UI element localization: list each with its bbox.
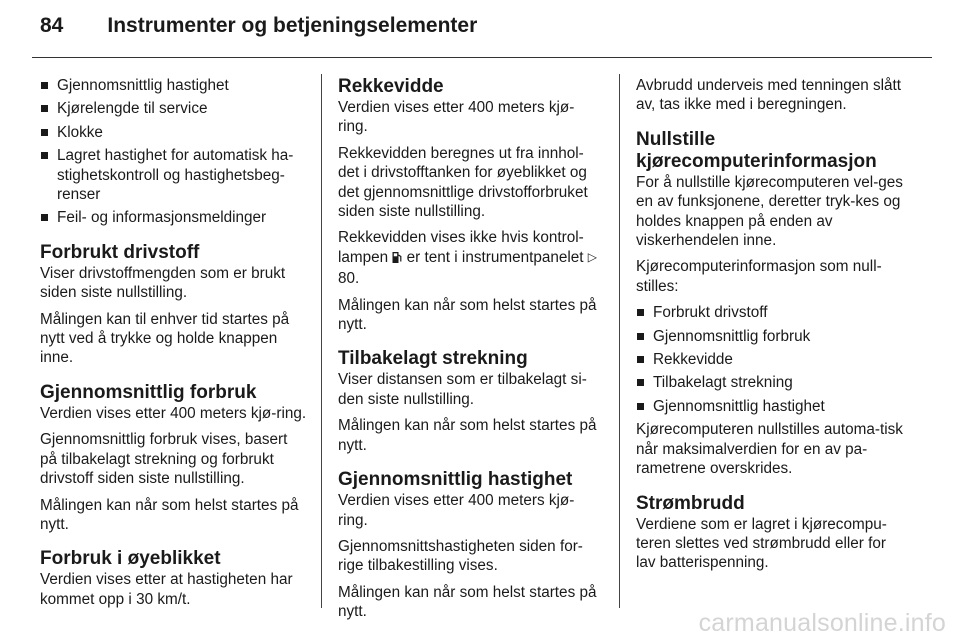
list-item: Forbrukt drivstoff bbox=[636, 303, 904, 322]
paragraph: Viser distansen som er tilbakelagt si-den siste nullstilling. bbox=[338, 371, 587, 408]
paragraph: Verdien vises etter 400 meters kjø-ring. bbox=[40, 404, 307, 422]
column-1 bbox=[40, 76, 308, 616]
fuel-pump-icon bbox=[392, 250, 402, 269]
column-divider bbox=[321, 74, 322, 608]
paragraph: Kjørecomputeren nullstilles automa-tisk når maksimalverdien for en av pa-rametrene overskrides. bbox=[636, 421, 903, 478]
column-2 bbox=[338, 76, 604, 629]
section-heading: Forbrukt drivstoff bbox=[40, 241, 200, 263]
page-header bbox=[40, 14, 477, 48]
bullet-list bbox=[636, 303, 904, 416]
watermark: carmanualsonline.info bbox=[698, 609, 946, 637]
header-rule bbox=[32, 57, 932, 58]
list-item: Gjennomsnittlig hastighet bbox=[636, 397, 904, 416]
page-ref-link[interactable]: 80. bbox=[338, 270, 360, 288]
page-number: 84 bbox=[40, 14, 64, 37]
page-ref-icon: ▷ bbox=[587, 249, 598, 264]
paragraph: For å nullstille kjørecomputeren vel-ges en av funksjonene, deretter tryk-kes og holdes knappen på enden av viskerhendelen inne. bbox=[636, 173, 903, 250]
paragraph: Avbrudd underveis med tenningen slått av, tas ikke med i beregningen. bbox=[636, 77, 902, 114]
list-item: Lagret hastighet for automatisk ha-stighetskontroll og hastighetsbeg-renser bbox=[40, 146, 308, 204]
section-heading: Gjennomsnittlig hastighet bbox=[338, 469, 573, 491]
list-item: Tilbakelagt strekning bbox=[636, 373, 904, 392]
paragraph: Gjennomsnittshastigheten siden for-rige tilbakestilling vises. bbox=[338, 537, 583, 575]
paragraph: Verdien vises etter 400 meters kjø-ring. bbox=[338, 492, 575, 529]
list-item: Klokke bbox=[40, 123, 308, 142]
list-item: Feil- og informasjonsmeldinger bbox=[40, 208, 308, 227]
section-heading: Tilbakelagt strekning bbox=[338, 348, 528, 370]
list-item: Kjørelengde til service bbox=[40, 99, 308, 118]
list-item: Gjennomsnittlig hastighet bbox=[40, 76, 308, 95]
paragraph: Viser drivstoffmengden som er brukt siden siste nullstilling. bbox=[40, 264, 286, 302]
paragraph: Målingen kan til enhver tid startes på nytt ved å trykke og holde knappen inne. bbox=[40, 310, 290, 367]
section-heading: Nullstille kjørecomputerinformasjon bbox=[636, 128, 877, 172]
paragraph: Verdiene som er lagret i kjørecompu-teren slettes ved strømbrudd eller for lav batterispenning. bbox=[636, 515, 887, 572]
paragraph: Rekkevidden beregnes ut fra innhol-det i drivstofftanken for øyeblikket og det gjennomsnittlige drivstofforbruket siden siste nullstilling. bbox=[338, 144, 588, 221]
bullet-list bbox=[40, 76, 308, 228]
paragraph: Målingen kan når som helst startes på nytt. bbox=[338, 417, 597, 454]
paragraph: Gjennomsnittlig forbruk vises, basert på tilbakelagt strekning og forbrukt drivstoff siden siste nullstilling. bbox=[40, 431, 288, 488]
column-divider bbox=[619, 74, 620, 608]
paragraph: Rekkevidden vises ikke hvis kontrol-lampen er tent i instrumentpanelet ▷ 80. bbox=[338, 229, 598, 288]
list-item: Rekkevidde bbox=[636, 350, 904, 369]
section-heading: Forbruk i øyeblikket bbox=[40, 548, 221, 570]
paragraph: Verdien vises etter at hastigheten har kommet opp i 30 km/t. bbox=[40, 571, 293, 608]
section-heading: Rekkevidde bbox=[338, 76, 444, 97]
list-item: Gjennomsnittlig forbruk bbox=[636, 327, 904, 346]
paragraph: Målingen kan når som helst startes på nytt. bbox=[40, 496, 299, 533]
column-3 bbox=[636, 76, 904, 580]
section-heading: Gjennomsnittlig forbruk bbox=[40, 381, 257, 403]
page-title: Instrumenter og betjeningselementer bbox=[107, 14, 478, 37]
section-heading: Strømbrudd bbox=[636, 492, 745, 514]
paragraph: Verdien vises etter 400 meters kjø-ring. bbox=[338, 99, 575, 136]
paragraph: Kjørecomputerinformasjon som null-stilles: bbox=[636, 258, 882, 295]
paragraph: Målingen kan når som helst startes på nytt. bbox=[338, 296, 597, 334]
paragraph: Målingen kan når som helst startes på nytt. bbox=[338, 583, 597, 621]
